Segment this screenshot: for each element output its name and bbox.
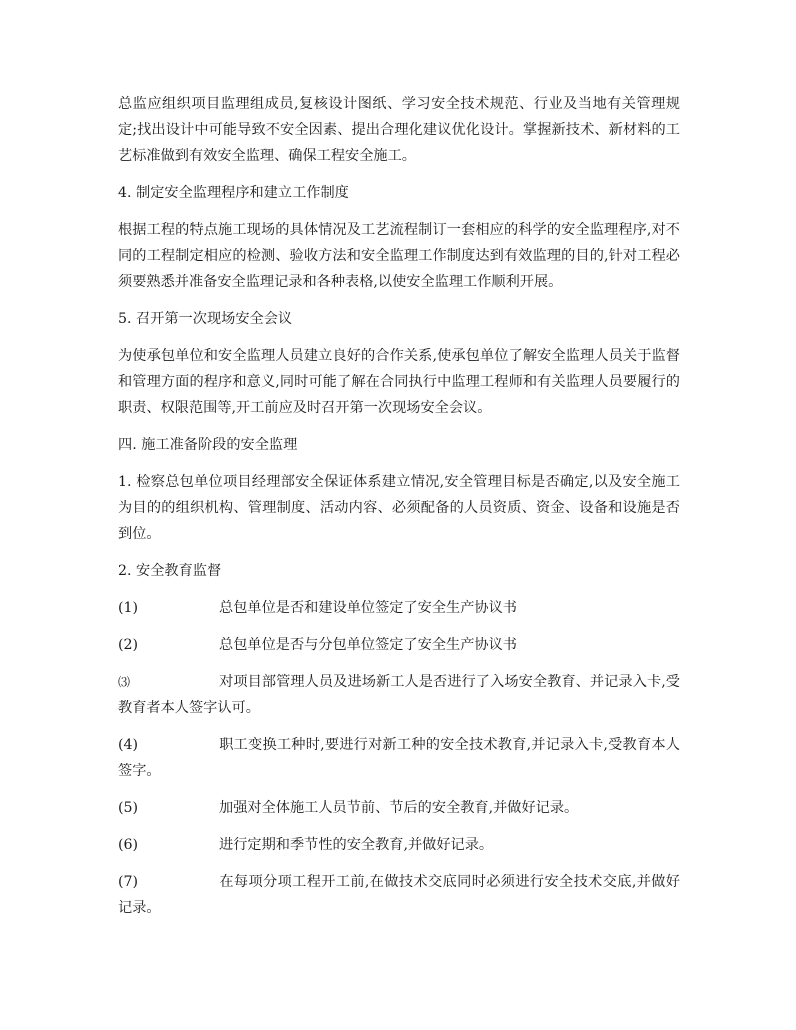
list-item [118,632,680,658]
item-number: (6) [118,837,139,853]
list-item [118,795,680,821]
list-item [118,732,680,784]
item-number: (1) [118,600,139,616]
section-heading-4: 4. 制定安全监理程序和建立工作制度 [118,185,349,201]
list-item [118,669,680,721]
item-number: (7) [118,874,139,890]
item-number: (4) [118,737,139,753]
paragraph-intro: 总监应组织项目监理组成员,复核设计图纸、学习安全技术规范、行业及当地有关管理规定;找出设计中可能导致不安全因素、提出合理化建议优化设计。掌握新技术、新材料的工艺标准做到有效安全监理、确保工程安全施工。 [118,96,680,164]
item-number: ⑶ [118,675,131,689]
item-text: 职工变换工种时,要进行对新工种的安全技术教育,并记录入卡,受教育本人签字。 [118,737,680,779]
list-item [118,832,680,858]
item-text: 总包单位是否和建设单位签定了安全生产协议书 [219,600,517,616]
item-text: 在每项分项工程开工前,在做技术交底同时必须进行安全技术交底,并做好记录。 [118,874,680,916]
item-text: 进行定期和季节性的安全教育,并做好记录。 [219,837,494,853]
list-item [118,869,680,921]
chapter-heading-4: 四. 施工准备阶段的安全监理 [118,437,298,453]
item-text: 对项目部管理人员及进场新工人是否进行了入场安全教育、并记录入卡,受教育者本人签字认可。 [118,674,680,716]
section-heading-5: 5. 召开第一次现场安全会议 [118,311,293,327]
section-heading-education: 2. 安全教育监督 [118,563,222,579]
document-page [118,91,680,932]
item-number: (5) [118,800,139,816]
item-text: 总包单位是否与分包单位签定了安全生产协议书 [219,637,517,653]
paragraph-inspection: 1. 检察总包单位项目经理部安全保证体系建立情况,安全管理目标是否确定,以及安全施工为目的的组织机构、管理制度、活动内容、必须配备的人员资质、资金、设备和设施是否到位。 [118,474,680,542]
item-text: 加强对全体施工人员节前、节后的安全教育,并做好记录。 [219,800,579,816]
item-number: (2) [118,637,139,653]
paragraph-meeting: 为使承包单位和安全监理人员建立良好的合作关系,使承包单位了解安全监理人员关于监督和管理方面的程序和意义,同时可能了解在合同执行中监理工程师和有关监理人员要履行的职责、权限范围等,开工前应及时召开第一次现场安全会议。 [118,348,680,416]
paragraph-procedure: 根据工程的特点施工现场的具体情况及工艺流程制订一套相应的科学的安全监理程序,对不同的工程制定相应的检测、验收方法和安全监理工作制度达到有效监理的目的,针对工程必须要熟悉并准备安全监理记录和各种表格,以使安全监理工作顺利开展。 [118,222,680,290]
list-item [118,595,680,621]
